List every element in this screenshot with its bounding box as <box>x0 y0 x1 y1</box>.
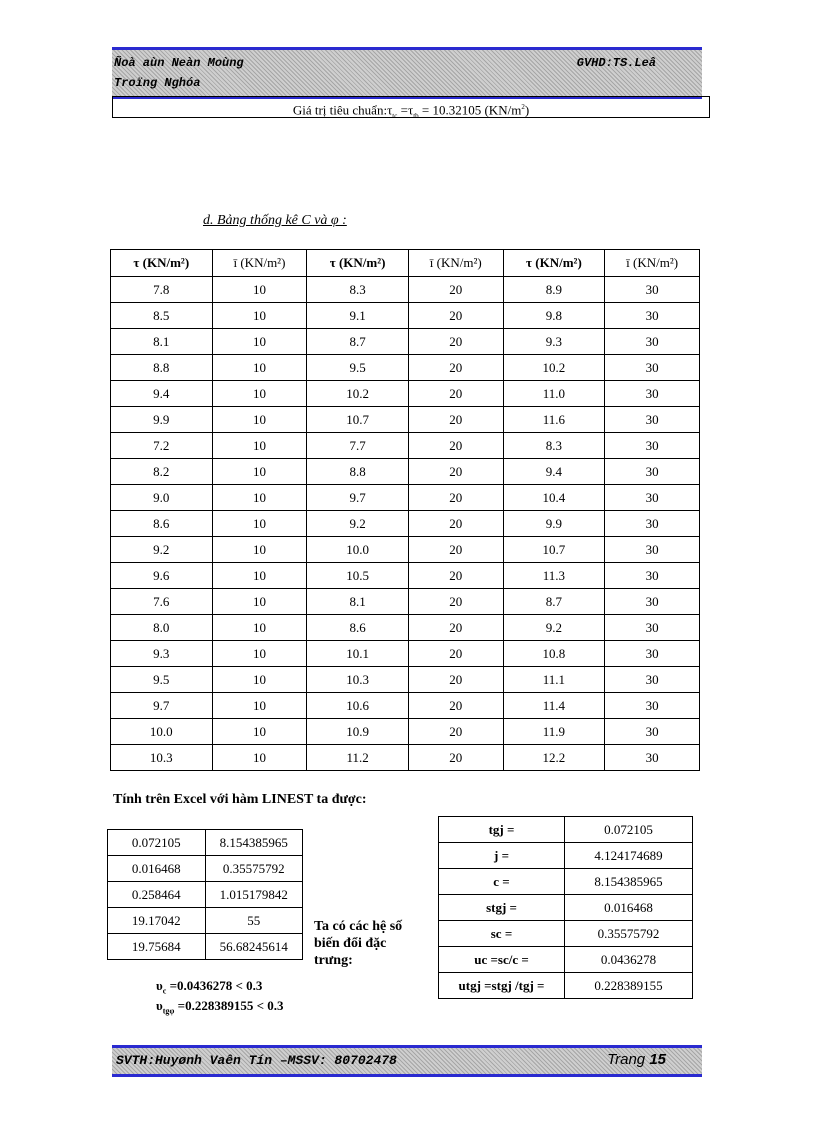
table-cell: 30 <box>605 615 700 641</box>
linest-cell: 55 <box>205 908 303 934</box>
table-cell: 9.2 <box>307 511 409 537</box>
unit-superscript: 2 <box>521 103 525 111</box>
table-cell: 12.2 <box>503 745 605 771</box>
table-row <box>111 719 700 745</box>
table-cell: 10.9 <box>307 719 409 745</box>
result-label: uc =sc/c = <box>439 947 565 973</box>
table-cell: 7.2 <box>111 433 213 459</box>
tau-symbol: τ <box>407 102 414 118</box>
table-cell: 10 <box>212 485 307 511</box>
result-row <box>439 895 693 921</box>
column-header: ī (KN/m²) <box>605 250 700 277</box>
table-cell: 20 <box>408 329 503 355</box>
result-value: 0.072105 <box>565 817 693 843</box>
table-cell: 20 <box>408 407 503 433</box>
table-row <box>111 459 700 485</box>
table-cell: 10 <box>212 329 307 355</box>
table-cell: 30 <box>605 563 700 589</box>
page-number: Trang 15 <box>607 1051 666 1068</box>
result-row <box>439 817 693 843</box>
table-cell: 8.8 <box>307 459 409 485</box>
table-cell: 10 <box>212 303 307 329</box>
linest-cell: 1.015179842 <box>205 882 303 908</box>
table-cell: 10 <box>212 667 307 693</box>
table-cell: 10.0 <box>111 719 213 745</box>
table-cell: 30 <box>605 745 700 771</box>
table-cell: 30 <box>605 589 700 615</box>
table-cell: 9.9 <box>111 407 213 433</box>
table-row <box>111 329 700 355</box>
table-cell: 30 <box>605 277 700 303</box>
table-cell: 10.4 <box>503 485 605 511</box>
table-cell: 8.8 <box>111 355 213 381</box>
table-cell: 8.1 <box>307 589 409 615</box>
table-cell: 9.2 <box>111 537 213 563</box>
result-row <box>439 921 693 947</box>
standard-prefix: Giá trị tiêu chuẩn: <box>292 102 388 118</box>
table-cell: 30 <box>605 641 700 667</box>
header-project-title: Ñoà aùn Neàn Moùng <box>114 56 244 70</box>
table-cell: 9.3 <box>111 641 213 667</box>
linest-cell: 0.072105 <box>108 830 206 856</box>
table-cell: 20 <box>408 719 503 745</box>
table-cell: 8.6 <box>111 511 213 537</box>
table-cell: 20 <box>408 693 503 719</box>
result-row <box>439 843 693 869</box>
column-header: ī (KN/m²) <box>408 250 503 277</box>
table-cell: 10 <box>212 407 307 433</box>
table-row <box>111 277 700 303</box>
table-cell: 8.3 <box>503 433 605 459</box>
table-row <box>111 381 700 407</box>
table-cell: 8.5 <box>111 303 213 329</box>
table-cell: 10.1 <box>307 641 409 667</box>
table-row <box>111 745 700 771</box>
table-cell: 7.8 <box>111 277 213 303</box>
table-cell: 10 <box>212 277 307 303</box>
table-cell: 7.6 <box>111 589 213 615</box>
table-cell: 20 <box>408 433 503 459</box>
column-header: τ (KN/m²) <box>307 250 409 277</box>
table-cell: 30 <box>605 719 700 745</box>
table-cell: 9.6 <box>111 563 213 589</box>
page-header <box>112 47 702 99</box>
table-cell: 30 <box>605 485 700 511</box>
section-title: d. Bảng thống kê C và φ : <box>203 213 347 228</box>
table-cell: 9.7 <box>307 485 409 511</box>
table-cell: 11.2 <box>307 745 409 771</box>
linest-cell: 0.258464 <box>108 882 206 908</box>
linest-row <box>108 908 303 934</box>
table-cell: 10 <box>212 433 307 459</box>
result-label: c = <box>439 869 565 895</box>
table-row <box>111 485 700 511</box>
result-label: stgj = <box>439 895 565 921</box>
table-row <box>111 407 700 433</box>
column-header: τ (KN/m²) <box>111 250 213 277</box>
table-cell: 9.8 <box>503 303 605 329</box>
variation-c: $\upsilon_c =0.0436278 < 0.3$ <box>156 978 263 996</box>
table-cell: 10.0 <box>307 537 409 563</box>
table-cell: 10 <box>212 459 307 485</box>
result-value: 8.154385965 <box>565 869 693 895</box>
table-cell: 9.4 <box>111 381 213 407</box>
table-cell: 9.7 <box>111 693 213 719</box>
linest-cell: 0.35575792 <box>205 856 303 882</box>
result-row <box>439 947 693 973</box>
table-cell: 11.6 <box>503 407 605 433</box>
table-cell: 8.2 <box>111 459 213 485</box>
tc-subscript: tc <box>392 111 398 120</box>
table-cell: 8.7 <box>503 589 605 615</box>
table-cell: 9.0 <box>111 485 213 511</box>
table-cell: 20 <box>408 303 503 329</box>
table-cell: 7.7 <box>307 433 409 459</box>
linest-label: Tính trên Excel với hàm LINEST ta được: <box>113 792 367 807</box>
table-cell: 30 <box>605 667 700 693</box>
table-cell: 10.6 <box>307 693 409 719</box>
result-value: 0.228389155 <box>565 973 693 999</box>
linest-cell: 8.154385965 <box>205 830 303 856</box>
table-cell: 9.4 <box>503 459 605 485</box>
table-cell: 10.2 <box>503 355 605 381</box>
linest-cell: 19.75684 <box>108 934 206 960</box>
table-cell: 8.0 <box>111 615 213 641</box>
standard-value: = 10.32105 (KN/m <box>418 102 522 118</box>
table-cell: 8.9 <box>503 277 605 303</box>
linest-cell: 0.016468 <box>108 856 206 882</box>
column-header: ī (KN/m²) <box>212 250 307 277</box>
table-cell: 9.3 <box>503 329 605 355</box>
table-cell: 30 <box>605 329 700 355</box>
page-footer <box>112 1045 702 1077</box>
result-label: j = <box>439 843 565 869</box>
table-cell: 10.8 <box>503 641 605 667</box>
result-label: utgj =stgj /tgj = <box>439 973 565 999</box>
table-cell: 20 <box>408 511 503 537</box>
table-cell: 10 <box>212 615 307 641</box>
table-row <box>111 433 700 459</box>
table-cell: 10 <box>212 589 307 615</box>
header-advisor: GVHD:TS.Leâ <box>576 56 656 70</box>
table-cell: 30 <box>605 459 700 485</box>
standard-value-box <box>112 96 710 118</box>
results-table <box>438 816 693 999</box>
table-cell: 10 <box>212 745 307 771</box>
table-row <box>111 693 700 719</box>
table-cell: 8.7 <box>307 329 409 355</box>
table-cell: 10.3 <box>111 745 213 771</box>
equals-sign: = <box>397 102 408 118</box>
table-cell: 10 <box>212 693 307 719</box>
table-cell: 9.5 <box>111 667 213 693</box>
table-cell: 20 <box>408 277 503 303</box>
result-row <box>439 973 693 999</box>
table-cell: 20 <box>408 381 503 407</box>
table-cell: 30 <box>605 407 700 433</box>
result-value: 0.35575792 <box>565 921 693 947</box>
table-cell: 9.1 <box>307 303 409 329</box>
table-cell: 30 <box>605 381 700 407</box>
result-value: 0.016468 <box>565 895 693 921</box>
result-row <box>439 869 693 895</box>
table-cell: 30 <box>605 537 700 563</box>
table-row <box>111 511 700 537</box>
linest-cell: 56.68245614 <box>205 934 303 960</box>
table-row <box>111 563 700 589</box>
result-label: sc = <box>439 921 565 947</box>
result-value: 4.124174689 <box>565 843 693 869</box>
table-cell: 8.3 <box>307 277 409 303</box>
linest-row <box>108 830 303 856</box>
table-row <box>111 355 700 381</box>
table-cell: 10.5 <box>307 563 409 589</box>
table-cell: 10 <box>212 537 307 563</box>
table-row <box>111 641 700 667</box>
linest-output-table <box>107 829 303 960</box>
table-cell: 20 <box>408 615 503 641</box>
table-cell: 10 <box>212 719 307 745</box>
table-cell: 10.2 <box>307 381 409 407</box>
table-cell: 20 <box>408 459 503 485</box>
statistics-table <box>110 249 700 771</box>
table-row <box>111 303 700 329</box>
table-cell: 20 <box>408 641 503 667</box>
result-label: tgj = <box>439 817 565 843</box>
coefficient-note: Ta có các hệ số biến đổi đặc trưng: <box>314 919 403 968</box>
table-cell: 10.3 <box>307 667 409 693</box>
table-cell: 30 <box>605 303 700 329</box>
table-cell: 9.9 <box>503 511 605 537</box>
table-cell: 11.4 <box>503 693 605 719</box>
table-row <box>111 667 700 693</box>
result-value: 0.0436278 <box>565 947 693 973</box>
table-cell: 20 <box>408 667 503 693</box>
header-student-name: Troïng Nghóa <box>114 76 201 90</box>
table-row <box>111 537 700 563</box>
table-cell: 10 <box>212 563 307 589</box>
table-cell: 20 <box>408 563 503 589</box>
table-cell: 8.6 <box>307 615 409 641</box>
table-cell: 20 <box>408 745 503 771</box>
table-cell: 30 <box>605 355 700 381</box>
table-cell: 20 <box>408 485 503 511</box>
table-cell: 9.2 <box>503 615 605 641</box>
footer-student-info: SVTH:Huyønh Vaên Tín –MSSV: 80702478 <box>116 1053 397 1068</box>
table-cell: 10 <box>212 641 307 667</box>
close-paren: ) <box>524 102 530 118</box>
table-cell: 30 <box>605 693 700 719</box>
table-cell: 10.7 <box>503 537 605 563</box>
table-cell: 20 <box>408 537 503 563</box>
table-row <box>111 615 700 641</box>
variation-tg: $\upsilon_{tg\varphi} =0.228389155 < 0.3$ <box>156 998 284 1016</box>
table-cell: 10 <box>212 381 307 407</box>
table-cell: 30 <box>605 511 700 537</box>
linest-row <box>108 882 303 908</box>
tb-subscript: tb <box>413 111 419 120</box>
table-cell: 9.5 <box>307 355 409 381</box>
table-cell: 11.0 <box>503 381 605 407</box>
table-cell: 10 <box>212 511 307 537</box>
table-row <box>111 589 700 615</box>
linest-row <box>108 856 303 882</box>
linest-row <box>108 934 303 960</box>
table-cell: 20 <box>408 355 503 381</box>
table-cell: 11.3 <box>503 563 605 589</box>
column-header: τ (KN/m²) <box>503 250 605 277</box>
table-cell: 11.9 <box>503 719 605 745</box>
table-cell: 11.1 <box>503 667 605 693</box>
tau-symbol: τ <box>387 102 393 118</box>
table-cell: 30 <box>605 433 700 459</box>
table-cell: 10 <box>212 355 307 381</box>
table-cell: 20 <box>408 589 503 615</box>
table-cell: 8.1 <box>111 329 213 355</box>
table-cell: 10.7 <box>307 407 409 433</box>
linest-cell: 19.17042 <box>108 908 206 934</box>
